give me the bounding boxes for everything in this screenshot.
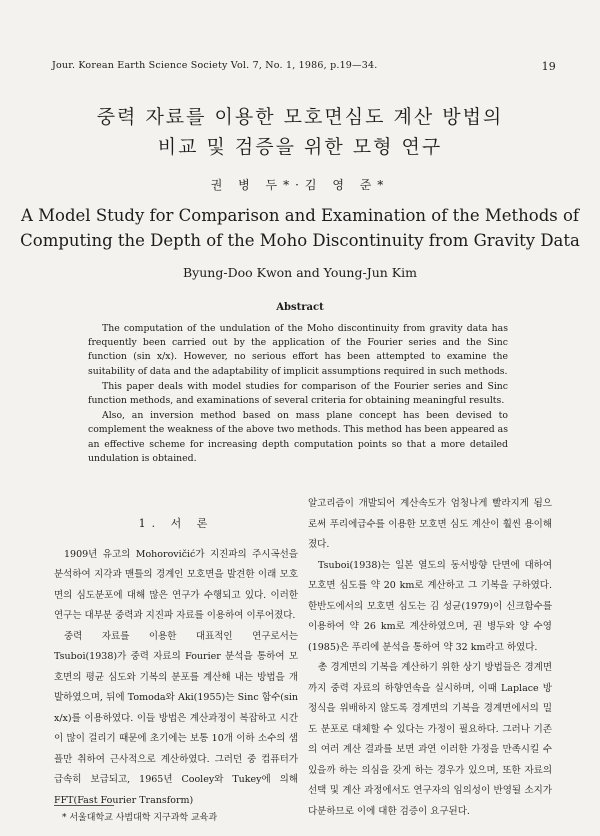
- abstract-paragraph: Also, an inversion method based on mass plane concept has been devised to complement the weakness of the above two methods. This method has been appeared as an effective scheme for increasing depth computation points so that a more detailed undulation is obtained.: [88, 410, 508, 464]
- english-authors: Byung-Doo Kwon and Young-Jun Kim: [183, 265, 417, 280]
- korean-title-line-1: 중력 자료를 이용한 모호면심도 계산 방법의: [96, 106, 504, 128]
- abstract-paragraph: The computation of the undulation of the Moho discontinuity from gravity data has frequently been carried out by the application of the Fourier series and the Sinc function (sin x/x). However, no serious effort has been attempted to examine the suitability of data and the adaptability of implicit assumptions required in such methods.: [88, 323, 508, 377]
- korean-title-line-2: 비교 및 검증을 위한 모형 연구: [157, 136, 443, 158]
- korean-authors: 권 병 두*·김 영 준*: [210, 178, 390, 192]
- abstract-heading: Abstract: [276, 302, 324, 313]
- body-paragraph: Tsuboi(1938)는 일본 열도의 동서방향 단면에 대하여 모호면 심도를 약 20 km로 계산하고 그 기복을 구하였다. 한반도에서의 모호면 심도는 김 성균(1979)이 신크함수를 이용하여 약 26 km로 계산하였으며, 권 병두와 양 수영(1985)은 푸리에 분석을 통하여 약 32 km라고 하였다.: [308, 559, 552, 653]
- body-paragraph: 중력 자료를 이용한 대표적인 연구로서는 Tsuboi(1938)가 중력 자료의 Fourier 분석을 통하여 모호면의 평균 심도와 기복의 분포를 계산해 내는 방법을 개발하였으며, 뒤에 Tomoda와 Aki(1955)는 Sinc 함수(sin x/x)를 이용하였다. 이들 방법은 계산과정이 복잡하고 시간이 많이 걸리기 때문에 초기에는 보통 10개 이하 소수의 샘플만 취하여 근사적으로 계산하였다. 그러던 중 컴퓨터가 급속히 보급되고, 1965년 Cooley와 Tukey에 의해 FFT(Fast Fourier Transform): [54, 630, 298, 806]
- right-column: [308, 494, 552, 822]
- affiliation-footnote: * 서울대학교 사범대학 지구과학 교육과: [62, 813, 218, 823]
- english-title-line-1: A Model Study for Comparison and Examination of the Methods of: [20, 206, 580, 225]
- body-paragraph: 1909년 유고의 Mohorovičić가 지진파의 주시곡선을 분석하여 지각과 맨틀의 경계인 모호면을 발견한 이래 모호면의 심도분포에 대해 많은 연구가 수행되고 있다. 이러한 연구는 대부분 중력과 지진파 자료를 이용하여 이루어졌다.: [54, 548, 298, 621]
- body-paragraph: 총 경계면의 기복을 계산하기 위한 상기 방법들은 경계면까지 중력 자료의 하향연속을 실시하며, 이때 Laplace 방정식을 위배하지 않도록 경계면의 기복을 경계면에서의 밀도 분포로 대체할 수 있다는 가정이 필요하다. 그러나 기존의 여러 계산 결과를 보면 과연 이러한 가정을 만족시킬 수 있을까 하는 의심을 갖게 하는 경우가 있으며, 또한 자료의 선택 및 계산 과정에서도 연구자의 임의성이 반영될 소지가 다분하므로 이에 대한 검증이 요구된다.: [308, 662, 552, 817]
- journal-citation: Jour. Korean Earth Science Society Vol. 7, No. 1, 1986, p.19—34.: [52, 60, 378, 71]
- abstract-paragraph: This paper deals with model studies for comparison of the Fourier series and Sinc function methods, and examinations of several criteria for obtaining meaningful results.: [88, 380, 508, 407]
- korean-title: [0, 102, 600, 162]
- section-heading-introduction: 1. 서 론: [138, 517, 214, 530]
- left-column: [54, 500, 298, 811]
- page-number: 19: [541, 60, 556, 73]
- english-title-line-2: Computing the Depth of the Moho Discontinuity from Gravity Data: [20, 231, 580, 250]
- abstract-body: [88, 322, 508, 467]
- english-title: [0, 203, 600, 253]
- body-paragraph: 알고리즘이 개발되어 계산속도가 엄청나게 빨라지게 됨으로써 푸리에급수를 이용한 모호면 심도 계산이 훨씬 용이해졌다.: [308, 498, 552, 550]
- footnote-divider: [54, 805, 114, 806]
